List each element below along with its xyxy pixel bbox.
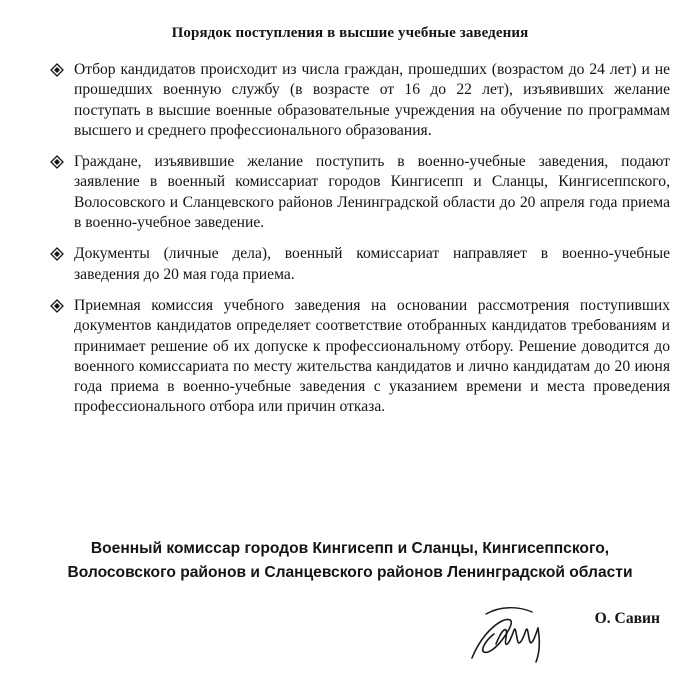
list-item-text: Отбор кандидатов происходит из числа граждан, прошедших (возрастом до 24 лет) и не прошедших военную службу (в возрасте от 16 до 22 лет), изъявивших желание поступать в высшие военные образовательные учреждения на обучение по программам высшего и среднего профессионального образования. bbox=[74, 61, 670, 139]
list-item-text: Приемная комиссия учебного заведения на основании рассмотрения поступивших документов кандидатов определяет соответствие отобранных кандидатов требованиям и принимает решение об их допуске к профессиональному отбору. Решение доводится до военного комиссариата по месту жительства кандидатов и лично кандидатам до 20 июня года приема в военно-учебные заведения с указанием времени и места проведения профессионального отбора или причин отказа. bbox=[74, 296, 670, 416]
list-item bbox=[48, 244, 670, 285]
handwritten-signature-icon bbox=[466, 600, 556, 666]
list-item bbox=[48, 60, 670, 141]
signatory-title-line-1: Военный комиссар городов Кингисепп и Сланцы, Кингисеппского, bbox=[90, 540, 610, 557]
list-item bbox=[48, 152, 670, 233]
list-item bbox=[48, 296, 670, 418]
bullet-list bbox=[48, 60, 670, 429]
diamond-bullet-icon bbox=[50, 63, 64, 77]
signatory-title-line-2: Волосовского районов и Сланцевского районов Ленинградской области bbox=[67, 564, 633, 581]
list-item-text: Документы (личные дела), военный комиссариат направляет в военно-учебные заведения до 20 мая года приема. bbox=[74, 245, 670, 283]
document-title: Порядок поступления в высшие учебные заведения bbox=[171, 25, 529, 41]
signer-name: О. Савин bbox=[594, 610, 660, 627]
list-item-text: Граждане, изъявившие желание поступить в военно-учебные заведения, подают заявление в военный комиссариат городов Кингисепп и Сланцы, Кингисеппского, Волосовского и Сланцевского районов Ленинградской области до 20 апреля года приема в военно-учебное заведение. bbox=[74, 153, 670, 232]
diamond-bullet-icon bbox=[50, 155, 64, 169]
diamond-bullet-icon bbox=[50, 247, 64, 261]
signatory-block bbox=[0, 537, 700, 585]
diamond-bullet-icon bbox=[50, 299, 64, 313]
